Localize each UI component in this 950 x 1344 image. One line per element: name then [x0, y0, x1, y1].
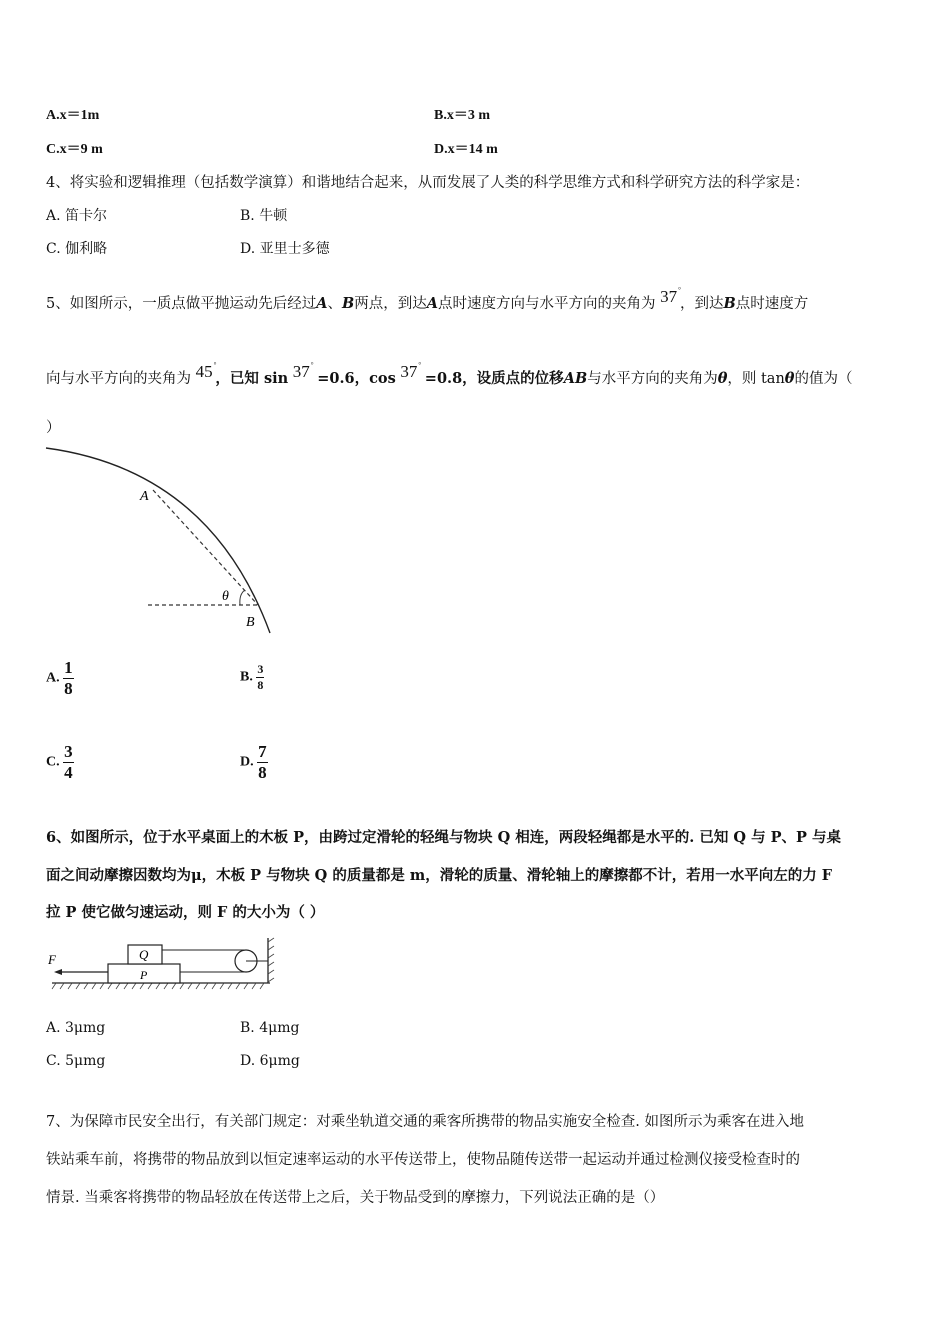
q5-option-b: B. $\frac{3}{8}$: [240, 662, 264, 692]
wall-hatching: [268, 938, 274, 982]
q4-option-a: A. 笛卡尔: [46, 208, 108, 224]
q5-option-c: C. $\frac{3}{4}$: [46, 742, 73, 782]
q6-option-a: A. 3μmg: [46, 1020, 106, 1036]
q6-line2: 面之间动摩擦因数均为μ，木板 P 与物块 Q 的质量都是 m，滑轮的质量、滑轮轴上的摩擦都不计，若用一水平向左的力 F: [46, 867, 833, 884]
angle-arc: [240, 590, 245, 605]
q3-option-c: C.x＝9 m: [46, 142, 103, 157]
q3-option-d: D.x＝14 m: [434, 142, 498, 157]
table-hatching: [52, 983, 264, 989]
q6-line3: 拉 P 使它做匀速运动，则 F 的大小为（ ）: [46, 904, 325, 921]
displacement-line: [153, 490, 258, 605]
point-a-label: A: [140, 489, 149, 504]
q6-line1: 6、如图所示，位于水平桌面上的木板 P，由跨过定滑轮的轻绳与物块 Q 相连，两段轻绳都是水平的. 已知 Q 与 P、P 与桌: [46, 829, 841, 846]
q6-option-d: D. 6μmg: [240, 1053, 300, 1069]
q5-line3: ）: [46, 420, 61, 436]
q5-option-a: A. $\frac{1}{8}$: [46, 658, 73, 698]
q7-line2: 铁站乘车前，将携带的物品放到以恒定速率运动的水平传送带上，使物品随传送带一起运动并通过检测仪接受检查时的: [46, 1152, 800, 1168]
angle-37-c: 37°: [400, 361, 422, 381]
q7-line1: 7、为保障市民安全出行，有关部门规定：对乘坐轨道交通的乘客所携带的物品实施安全检查. 如图所示为乘客在进入地: [46, 1114, 804, 1130]
angle-37-b: 37°: [292, 361, 314, 381]
pulley-figure: [40, 934, 280, 996]
angle-45: 45°: [195, 361, 217, 381]
point-b-label: B: [246, 615, 255, 630]
theta-label: θ: [222, 589, 229, 604]
q5-line1: 5、如图所示，一质点做平抛运动先后经过A、B两点，到达A点时速度方向与水平方向的夹角为 37°，到达B点时速度方: [46, 286, 809, 312]
q4-option-c: C. 伽利略: [46, 241, 108, 257]
q7-line3: 情景. 当乘客将携带的物品轻放在传送带上之后，关于物品受到的摩擦力，下列说法正确的是（）: [46, 1190, 665, 1206]
q3-option-b: B.x＝3 m: [434, 108, 490, 123]
force-label: F: [48, 952, 56, 967]
q4-stem: 4、将实验和逻辑推理（包括数学演算）和谐地结合起来，从而发展了人类的科学思维方式和科学研究方法的科学家是：: [46, 175, 810, 191]
q4-option-b: B. 牛顿: [240, 208, 288, 224]
q5-line2: 向与水平方向的夹角为 45°，已知 sin 37° =0.6，cos 37° =0.8，设质点的位移AB与水平方向的夹角为θ，则 tanθ的值为（: [46, 361, 853, 387]
p-label: P: [140, 968, 148, 982]
q5-option-d: D. $\frac{7}{8}$: [240, 742, 267, 782]
arrow-head-icon: [54, 969, 62, 975]
q6-option-b: B. 4μmg: [240, 1020, 300, 1036]
q6-option-c: C. 5μmg: [46, 1053, 106, 1069]
q3-option-a: A.x＝1m: [46, 108, 100, 123]
q4-option-d: D. 亚里士多德: [240, 241, 330, 257]
q-label: Q: [139, 947, 149, 962]
projectile-figure: [40, 440, 280, 640]
angle-37-a: 37°: [660, 286, 681, 306]
